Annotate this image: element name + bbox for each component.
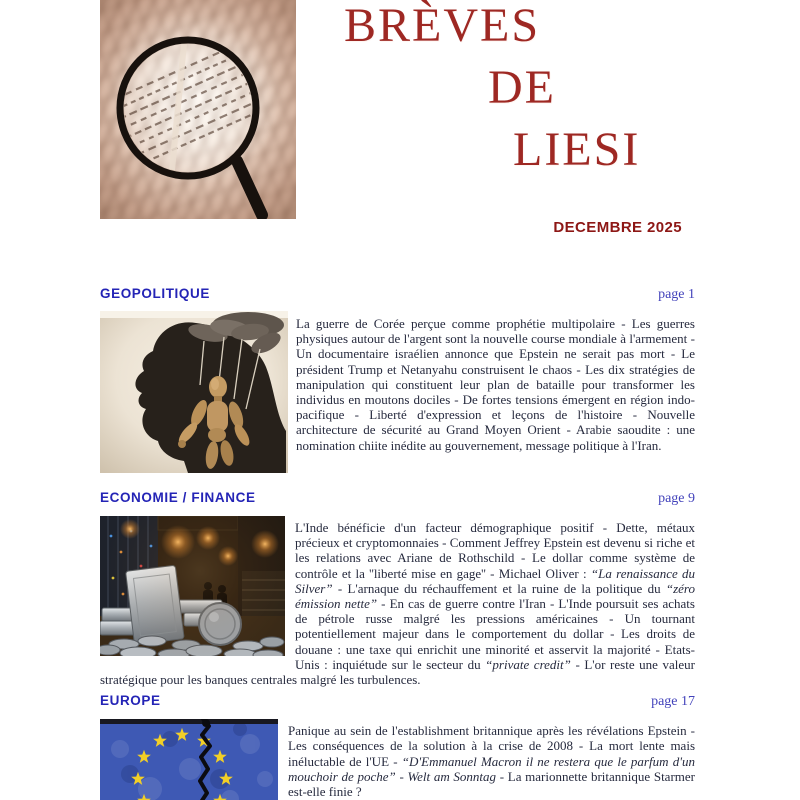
newsletter-title xyxy=(330,0,700,181)
section-body xyxy=(100,716,695,800)
silver-vault-illustration xyxy=(100,516,285,656)
economy-image xyxy=(100,516,285,656)
section-summary: Panique au sein de l'establishment britannique après les révélations Epstein - Les conséquences de la solution à la crise de 2008 - La mort lente mais inéluctable de l'UE - “D'Emmanuel Macron il ne restera que le parfum d'un mouchoir de poche” - Welt am Sonntag - La marionnette britannique Starmer est-elle finie ? xyxy=(288,723,695,800)
section-economie-finance xyxy=(100,490,695,687)
geopolitics-image xyxy=(100,311,288,473)
table-of-contents xyxy=(100,286,695,800)
page-number: page 9 xyxy=(658,491,695,506)
title-line-1: BRÈVES xyxy=(344,0,541,52)
title-line-2: DE xyxy=(488,61,556,114)
masthead-photo xyxy=(100,0,296,219)
section-header xyxy=(100,693,695,710)
section-header xyxy=(100,490,695,507)
page-number: page 1 xyxy=(658,287,695,302)
cracked-eu-flag-illustration xyxy=(100,719,278,800)
section-europe xyxy=(100,693,695,800)
section-body xyxy=(100,513,695,687)
page-number: page 17 xyxy=(651,694,695,710)
section-body xyxy=(100,309,695,483)
puppet-hand-silhouette-illustration xyxy=(100,311,288,473)
title-line-3: LIESI xyxy=(513,123,641,176)
magnifying-glass-icon xyxy=(100,0,296,219)
europe-image xyxy=(100,719,278,800)
section-header xyxy=(100,286,695,303)
section-summary: La guerre de Corée perçue comme prophétie multipolaire - Les guerres physiques autour de l'argent sont la nouvelle course mondiale à l'armement - Un documentaire israélien annonce que Epstein ne serait pas mort - Le président Trump et Netanyahu construisent le chaos - Les dix stratégies de manipulation qui constituent leur plan de bataille pour transformer les individus en moutons dociles - De fortes tensions émergent en région indo-pacifique - Liberté d'expression et leçons de l'histoire - Nouvelle architecture de sécurité au Grand Moyen Orient - Arabie saoudite : une nomination chiite inédite au gouvernement, message politique à l'Iran. xyxy=(296,316,695,453)
section-label: EUROPE xyxy=(100,693,161,709)
section-geopolitique xyxy=(100,286,695,483)
section-label: ECONOMIE / FINANCE xyxy=(100,490,256,505)
section-label: GEOPOLITIQUE xyxy=(100,286,210,301)
section-summary: L'Inde bénéficie d'un facteur démographique positif - Dette, métaux précieux et cryptomonnaies - Comment Jeffrey Epstein est devenu si riche et les relations avec Ariane de Rothschild - Le dollar comme système de contrôle et la ''liberté mise en gage'' - Michael Oliver : “La renaissance du Silver” - L'arnaque du réchauffement et la ruine de la politique du “zéro émission nette” - En cas de guerre contre l'Iran - L'Inde poursuit ses achats de pétrole russe malgré les pressions américaines - Un tournant potentiellement majeur dans le comportement du dollar - Les droits de douane : une taxe qui enrichit une minorité et asservit la majorité - Etats-Unis : inquiétude sur le secteur du “private credit” - L'or reste une valeur stratégique pour les banques centrales malgré les turbulences. xyxy=(100,520,696,688)
issue-date: DECEMBRE 2025 xyxy=(553,219,682,236)
